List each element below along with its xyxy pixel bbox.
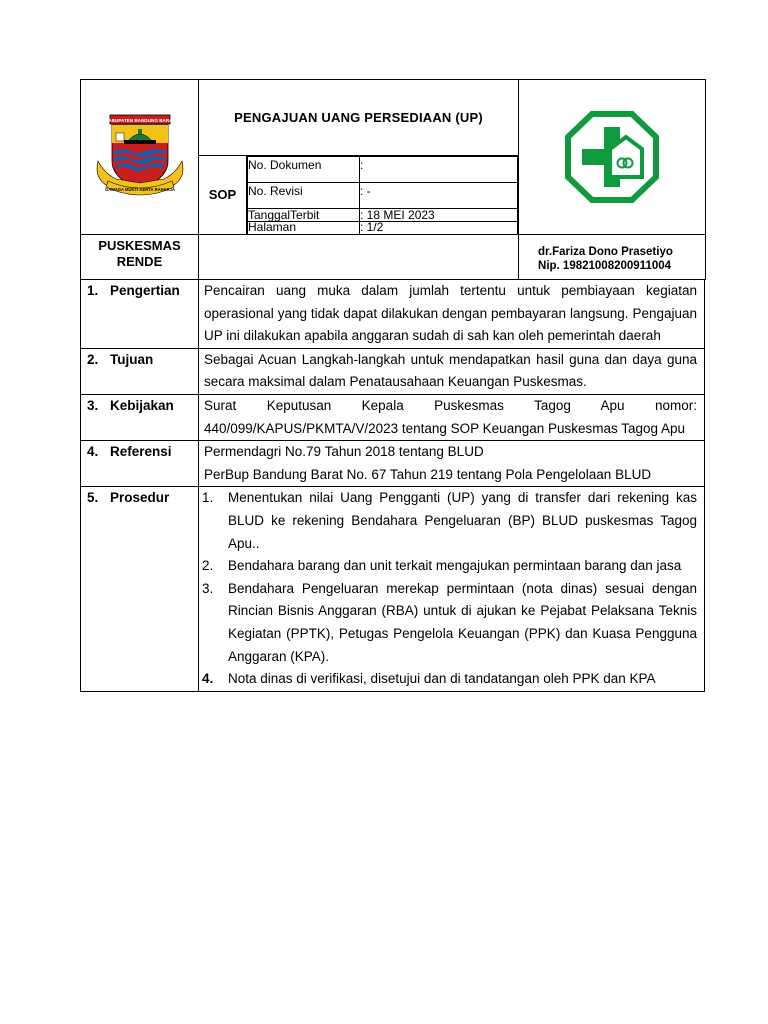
- sop-label: SOP: [199, 156, 247, 235]
- section-tujuan: [81, 348, 705, 394]
- section-label: Tujuan: [110, 351, 154, 367]
- section-number: 1.: [87, 283, 99, 298]
- step-number: 2.: [202, 558, 214, 574]
- page-value: : 1/2: [360, 222, 518, 234]
- step-text: Bendahara Pengeluaran merekap permintaan (nota dinas) sesuai dengan Rincian Bisnis Anggaran (RBA) untuk di ajukan ke Pejabat Pelaksana Teknis Kegiatan (PPTK), Petugas Pengelola Keuangan (PPK) dan Kuasa Pengguna Anggaran (KPA).: [228, 580, 697, 664]
- signer-nip: Nip. 19821008200911004: [538, 259, 672, 272]
- reference-line: PerBup Bandung Barat No. 67 Tahun 219 tentang Pola Pengelolaan BLUD: [204, 466, 652, 482]
- section-label: Prosedur: [110, 490, 170, 506]
- step-number: 1.: [202, 490, 214, 506]
- step-text: Menentukan nilai Uang Pengganti (UP) yang di transfer dari rekening kas BLUD ke rekening Bendahara Pengeluaran (BP) BLUD puskesmas Tagog Apu..: [228, 490, 697, 551]
- section-prosedur: [81, 487, 705, 691]
- step-text: Nota dinas di verifikasi, disetujui dan di tandatangan oleh PPK dan KPA: [228, 671, 656, 687]
- step-number: 3.: [202, 580, 214, 596]
- reference-line: Permendagri No.79 Tahun 2018 tentang BLUD: [204, 444, 484, 460]
- section-label: Referensi: [110, 444, 172, 460]
- section-label: Pengertian: [110, 283, 180, 298]
- section-number: 4.: [87, 444, 99, 460]
- revision-label: No. Revisi: [248, 183, 360, 209]
- section-referensi: [81, 441, 705, 487]
- section-number: 5.: [87, 490, 99, 506]
- document-header: [80, 79, 706, 280]
- section-text: Sebagai Acuan Langkah-langkah untuk mendapatkan hasil guna dan daya guna secara maksimal dalam Penatausahaan Keuangan Puskesmas.: [199, 348, 705, 394]
- issue-date-value: : 18 MEI 2023: [360, 209, 518, 222]
- list-item: [204, 555, 697, 578]
- section-kebijakan: [81, 394, 705, 440]
- section-number: 2.: [87, 351, 99, 367]
- step-number: 4.: [202, 671, 214, 687]
- list-item: [204, 668, 697, 691]
- section-text: Pencairan uang muka dalam jumlah tertentu untuk pembiayaan kegiatan operasional yang tidak dapat dilakukan dengan pembayaran langsung. Pengajuan UP ini dilakukan apabila anggaran sudah di sah kan oleh pemerintah daerah: [199, 280, 705, 349]
- doc-number-label: No. Dokumen: [248, 157, 360, 183]
- document-title: PENGAJUAN UANG PERSEDIAAN (UP): [199, 80, 519, 156]
- regency-logo-cell: [81, 80, 199, 235]
- list-item: [204, 487, 697, 555]
- regency-logo-motto: GAWAGA MUKTI KERTA RAHARJA: [104, 186, 175, 192]
- section-number: 3.: [87, 397, 99, 413]
- organization-name-line2: RENDE: [116, 253, 163, 269]
- puskesmas-logo-icon: [564, 109, 660, 205]
- organization-name-line1: PUSKESMAS: [98, 237, 181, 253]
- list-item: [204, 578, 697, 668]
- signer-name: dr.Fariza Dono Prasetiyo: [538, 245, 673, 258]
- document-body: [80, 279, 705, 692]
- signature-block: [519, 234, 706, 279]
- section-label: Kebijakan: [110, 397, 174, 413]
- regency-logo-icon: [94, 111, 186, 203]
- issue-date-label: TanggalTerbit: [248, 209, 360, 222]
- header-blank: [199, 234, 519, 279]
- document-info-table: [247, 156, 518, 234]
- puskesmas-logo-cell: [519, 80, 706, 235]
- organization-name: [81, 234, 199, 279]
- regency-logo-top-text: KABUPATEN BANDUNG BARAT: [104, 117, 175, 123]
- step-text: Bendahara barang dan unit terkait mengajukan permintaan barang dan jasa: [228, 558, 682, 574]
- section-text: Surat Keputusan Kepala Puskesmas Tagog Apu nomor: 440/099/KAPUS/PKMTA/V/2023 tentang SOP Keuangan Puskesmas Tagog Apu: [199, 394, 705, 440]
- revision-value: : -: [360, 183, 518, 209]
- page-label: Halaman: [248, 222, 360, 234]
- section-pengertian: [81, 280, 705, 349]
- document-info: [247, 156, 519, 235]
- procedure-list: [204, 487, 697, 690]
- doc-number-value: :: [360, 157, 518, 183]
